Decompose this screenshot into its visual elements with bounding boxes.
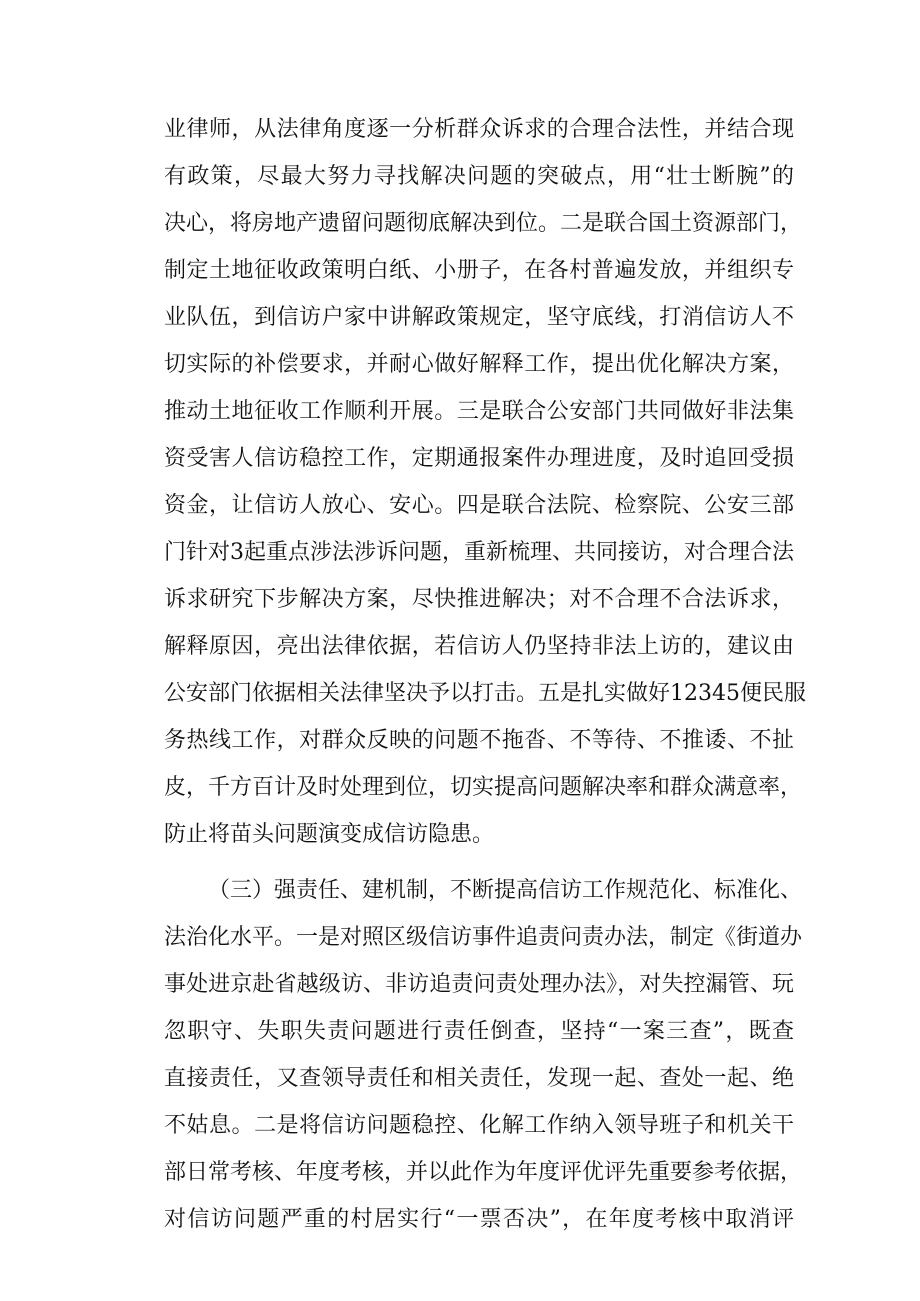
text-line: 推动土地征收工作顺利开展。三是联合公安部门共同做好非法集 bbox=[164, 399, 794, 424]
text-line: 不姑息。二是将信访问题稳控、化解工作纳入领导班子和机关干 bbox=[164, 1113, 794, 1138]
text-line: 务热线工作，对群众反映的问题不拖沓、不等待、不推诿、不扯 bbox=[164, 728, 794, 753]
text-line: 皮，千方百计及时处理到位，切实提高问题解决率和群众满意率， bbox=[164, 775, 803, 800]
text-line: 资受害人信访稳控工作，定期通报案件办理进度，及时追回受损 bbox=[164, 446, 794, 471]
text-line: 忽职守、失职失责问题进行责任倒查，坚持“一案三查”，既查 bbox=[164, 1019, 794, 1044]
text-line: 切实际的补偿要求，并耐心做好解释工作，提出优化解决方案， bbox=[164, 352, 794, 377]
text-line: 业律师，从法律角度逐一分析群众诉求的合理合法性，并结合现 bbox=[164, 117, 794, 142]
text-line: 业队伍，到信访户家中讲解政策规定，坚守底线，打消信访人不 bbox=[164, 305, 794, 330]
text-line: 资金，让信访人放心、安心。四是联合法院、检察院、公安三部 bbox=[164, 493, 794, 518]
text-line: 决心，将房地产遗留问题彻底解决到位。二是联合国土资源部门， bbox=[164, 211, 803, 236]
section-heading-line: （三）强责任、建机制，不断提高信访工作规范化、标准化、 bbox=[208, 878, 803, 903]
text-line: 诉求研究下步解决方案，尽快推进解决；对不合理不合法诉求， bbox=[164, 587, 794, 612]
text-line: 法治化水平。一是对照区级信访事件追责问责办法，制定《街道办 bbox=[164, 925, 803, 950]
text-line: 防止将苗头问题演变成信访隐患。 bbox=[164, 822, 495, 847]
text-line: 门针对3起重点涉法涉诉问题，重新梳理、共同接访，对合理合法 bbox=[164, 540, 794, 565]
text-line: 直接责任，又查领导责任和相关责任，发现一起、查处一起、绝 bbox=[164, 1066, 794, 1091]
text-line: 制定土地征收政策明白纸、小册子，在各村普遍发放，并组织专 bbox=[164, 258, 794, 283]
text-line: 部日常考核、年度考核，并以此作为年度评优评先重要参考依据， bbox=[164, 1160, 803, 1185]
text-line: 有政策，尽最大努力寻找解决问题的突破点，用“壮士断腕”的 bbox=[164, 164, 794, 189]
text-line: 对信访问题严重的村居实行“一票否决”，在年度考核中取消评 bbox=[164, 1207, 794, 1232]
text-line: 解释原因，亮出法律依据，若信访人仍坚持非法上访的，建议由 bbox=[164, 634, 794, 659]
text-line: 事处进京赴省越级访、非访追责问责处理办法》，对失控漏管、玩 bbox=[164, 972, 794, 997]
text-line: 公安部门依据相关法律坚决予以打击。五是扎实做好12345便民服 bbox=[164, 681, 806, 706]
